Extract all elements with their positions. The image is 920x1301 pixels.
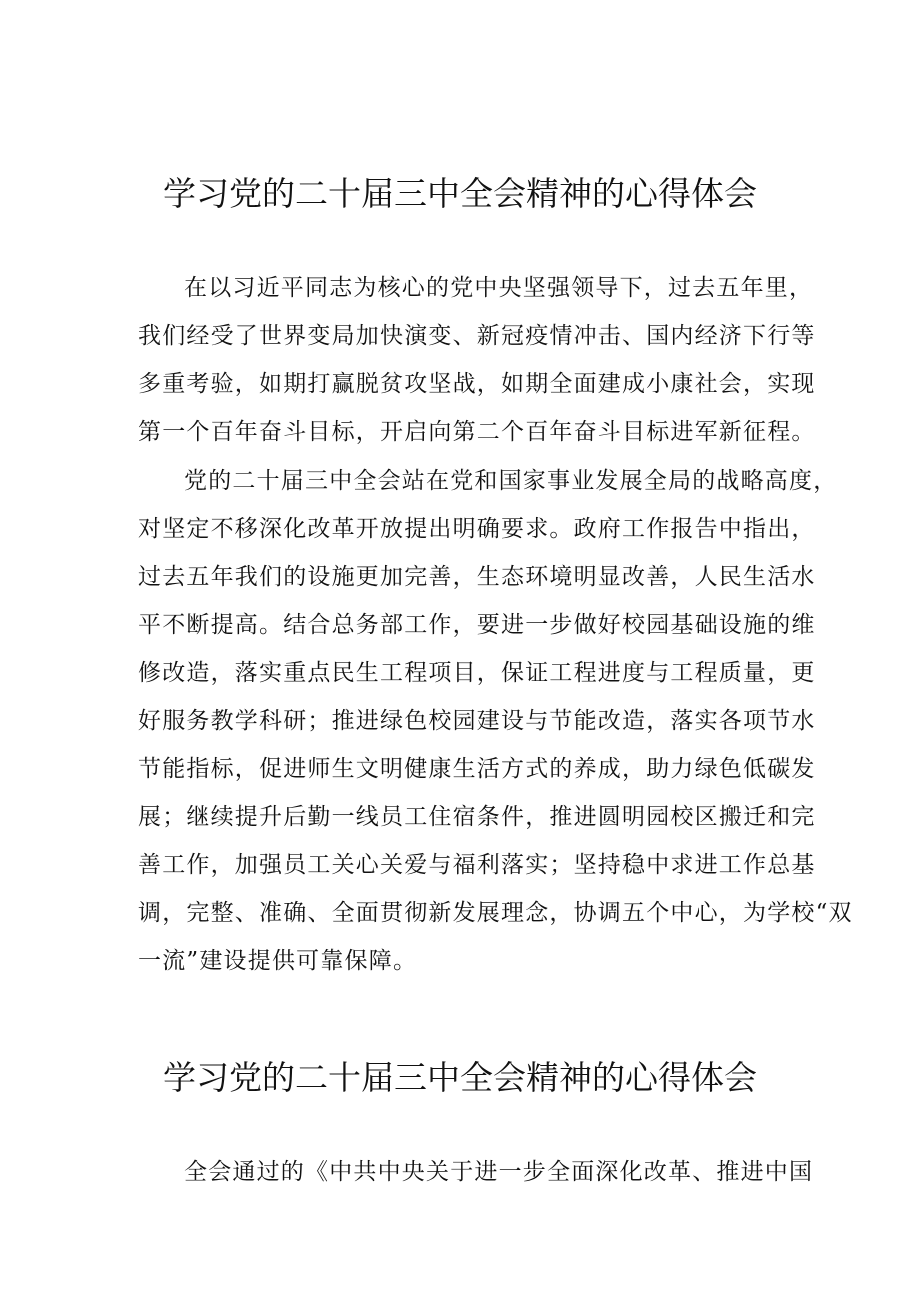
paragraph-line: 一流”建设提供可靠保障。 bbox=[138, 948, 418, 974]
paragraph-line: 善工作，加强员工关心关爱与福利落实；坚持稳中求进工作总基 bbox=[138, 852, 816, 878]
paragraph-line: 多重考验，如期打赢脱贫攻坚战，如期全面建成小康社会，实现 bbox=[138, 371, 816, 397]
paragraph-line: 平不断提高。结合总务部工作，要进一步做好校园基础设施的维 bbox=[138, 612, 816, 638]
paragraph-line: 好服务教学科研；推进绿色校园建设与节能改造，落实各项节水 bbox=[138, 708, 816, 734]
paragraph bbox=[138, 1148, 814, 1196]
paragraph-line: 第一个百年奋斗目标，开启向第二个百年奋斗目标进军新征程。 bbox=[138, 419, 816, 445]
paragraph bbox=[138, 457, 853, 985]
paragraph-line: 我们经受了世界变局加快演变、新冠疫情冲击、国内经济下行等 bbox=[138, 323, 816, 349]
article-title: 学习党的二十届三中全会精神的心得体会 bbox=[163, 1058, 757, 1097]
paragraph-line: 党的二十届三中全会站在党和国家事业发展全局的战略高度， bbox=[184, 468, 838, 494]
paragraph-line: 调，完整、准确、全面贯彻新发展理念，协调五个中心，为学校“双 bbox=[138, 900, 853, 926]
paragraph-line: 全会通过的《中共中央关于进一步全面深化改革、推进中国 bbox=[184, 1159, 814, 1185]
paragraph-line: 过去五年我们的设施更加完善，生态环境明显改善，人民生活水 bbox=[138, 564, 816, 590]
paragraph-line: 在以习近平同志为核心的党中央坚强领导下，过去五年里， bbox=[184, 275, 814, 301]
paragraph-line: 节能指标，促进师生文明健康生活方式的养成，助力绿色低碳发 bbox=[138, 756, 816, 782]
article-title: 学习党的二十届三中全会精神的心得体会 bbox=[163, 174, 757, 213]
paragraph-line: 修改造，落实重点民生工程项目，保证工程进度与工程质量，更 bbox=[138, 660, 816, 686]
paragraph-line: 对坚定不移深化改革开放提出明确要求。政府工作报告中指出， bbox=[138, 516, 816, 542]
paragraph-line: 展；继续提升后勤一线员工住宿条件，推进圆明园校区搬迁和完 bbox=[138, 804, 816, 830]
paragraph bbox=[138, 264, 816, 456]
